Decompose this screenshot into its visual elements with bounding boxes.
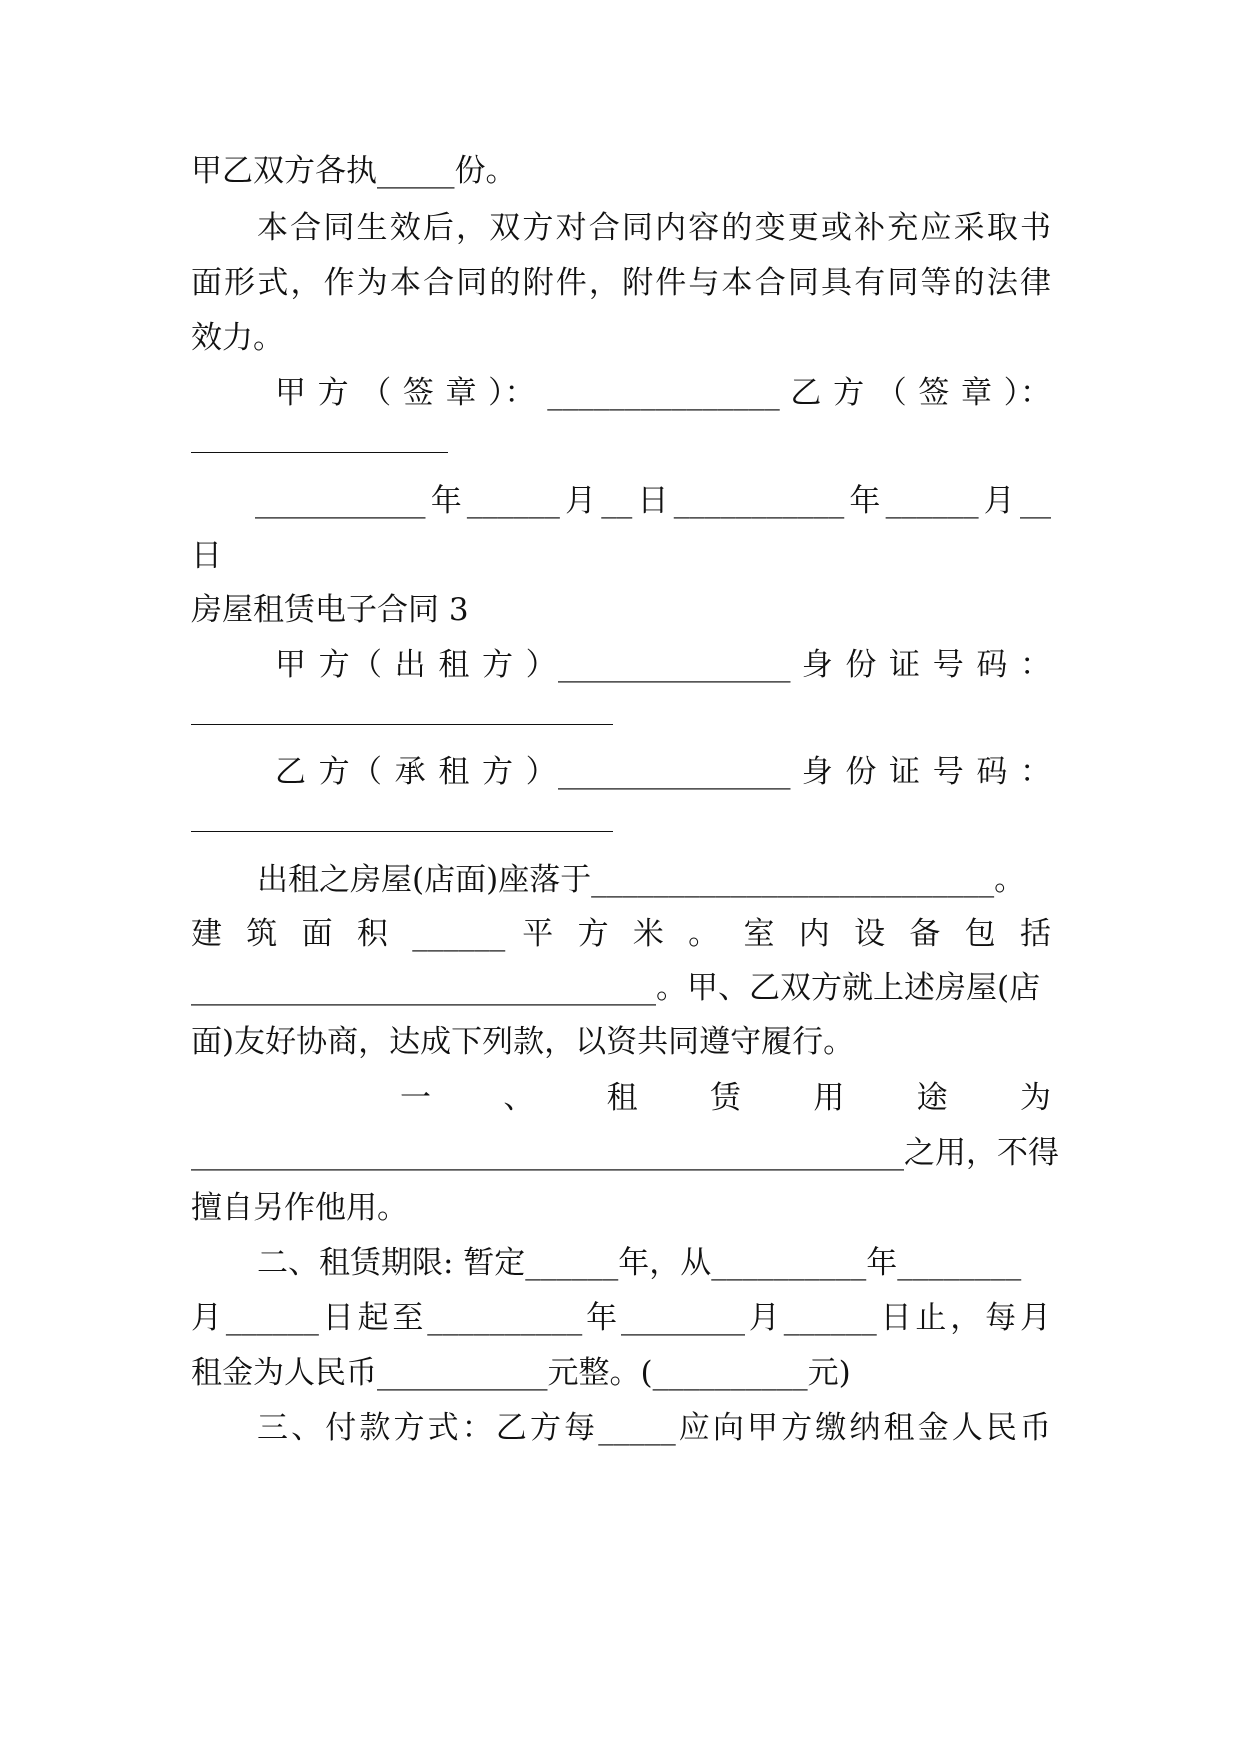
property-equipment-line: ______________________________。甲、乙双方就上述房屋(店 [191, 970, 1041, 1006]
clause-2-line-1: 二、租赁期限: 暂定______年，从__________年________ [257, 1245, 1022, 1281]
section-title: 房屋租赁电子合同 3 [191, 592, 469, 628]
date-line: ___________年______月__日___________年______月__ [255, 483, 1051, 519]
clause-2-line-2: 月______日起至__________年________月______日止，每月 [191, 1300, 1051, 1336]
clause-1-line-3: 擅自另作他用。 [191, 1190, 408, 1226]
clause-1-heading: 一 、 租 赁 用 途 为 [400, 1080, 1051, 1116]
clause-2-line-3: 租金为人民币___________元整。(__________元) [191, 1355, 851, 1391]
party-b-id-rule [191, 831, 613, 832]
signature-line: 甲 方 （ 签 章 ）： _______________ 乙 方 （ 签 章 ）： [275, 375, 1051, 411]
text-line-copies: 甲乙双方各执_____份。 [191, 153, 517, 189]
text-line-amendment-1: 本合同生效后，双方对合同内容的变更或补充应采取书 [257, 210, 1051, 246]
property-area-line: 建 筑 面 积 ______ 平 方 米 。 室 内 设 备 包 括 [191, 916, 1051, 952]
clause-1-line-2: ______________________________________________之用，不得 [191, 1135, 1059, 1171]
party-a-id-rule [191, 724, 613, 725]
text-line-amendment-3: 效力。 [191, 320, 284, 356]
clause-3-line-1: 三、付款方式：乙方每_____应向甲方缴纳租金人民币 [257, 1410, 1051, 1446]
signature-blank-rule [191, 452, 448, 453]
text-line-amendment-2: 面形式，作为本合同的附件，附件与本合同具有同等的法律 [191, 265, 1051, 301]
date-line-day: 日 [191, 538, 222, 574]
party-a-line: 甲 方（ 出 租 方 ）_______________ 身 份 证 号 码 ： [275, 647, 1051, 683]
party-b-line: 乙 方（ 承 租 方 ）_______________ 身 份 证 号 码 ： [275, 754, 1051, 790]
agreement-line: 面)友好协商，达成下列款，以资共同遵守履行。 [191, 1024, 855, 1060]
property-location-line: 出租之房屋(店面)座落于__________________________。 [257, 862, 1026, 898]
